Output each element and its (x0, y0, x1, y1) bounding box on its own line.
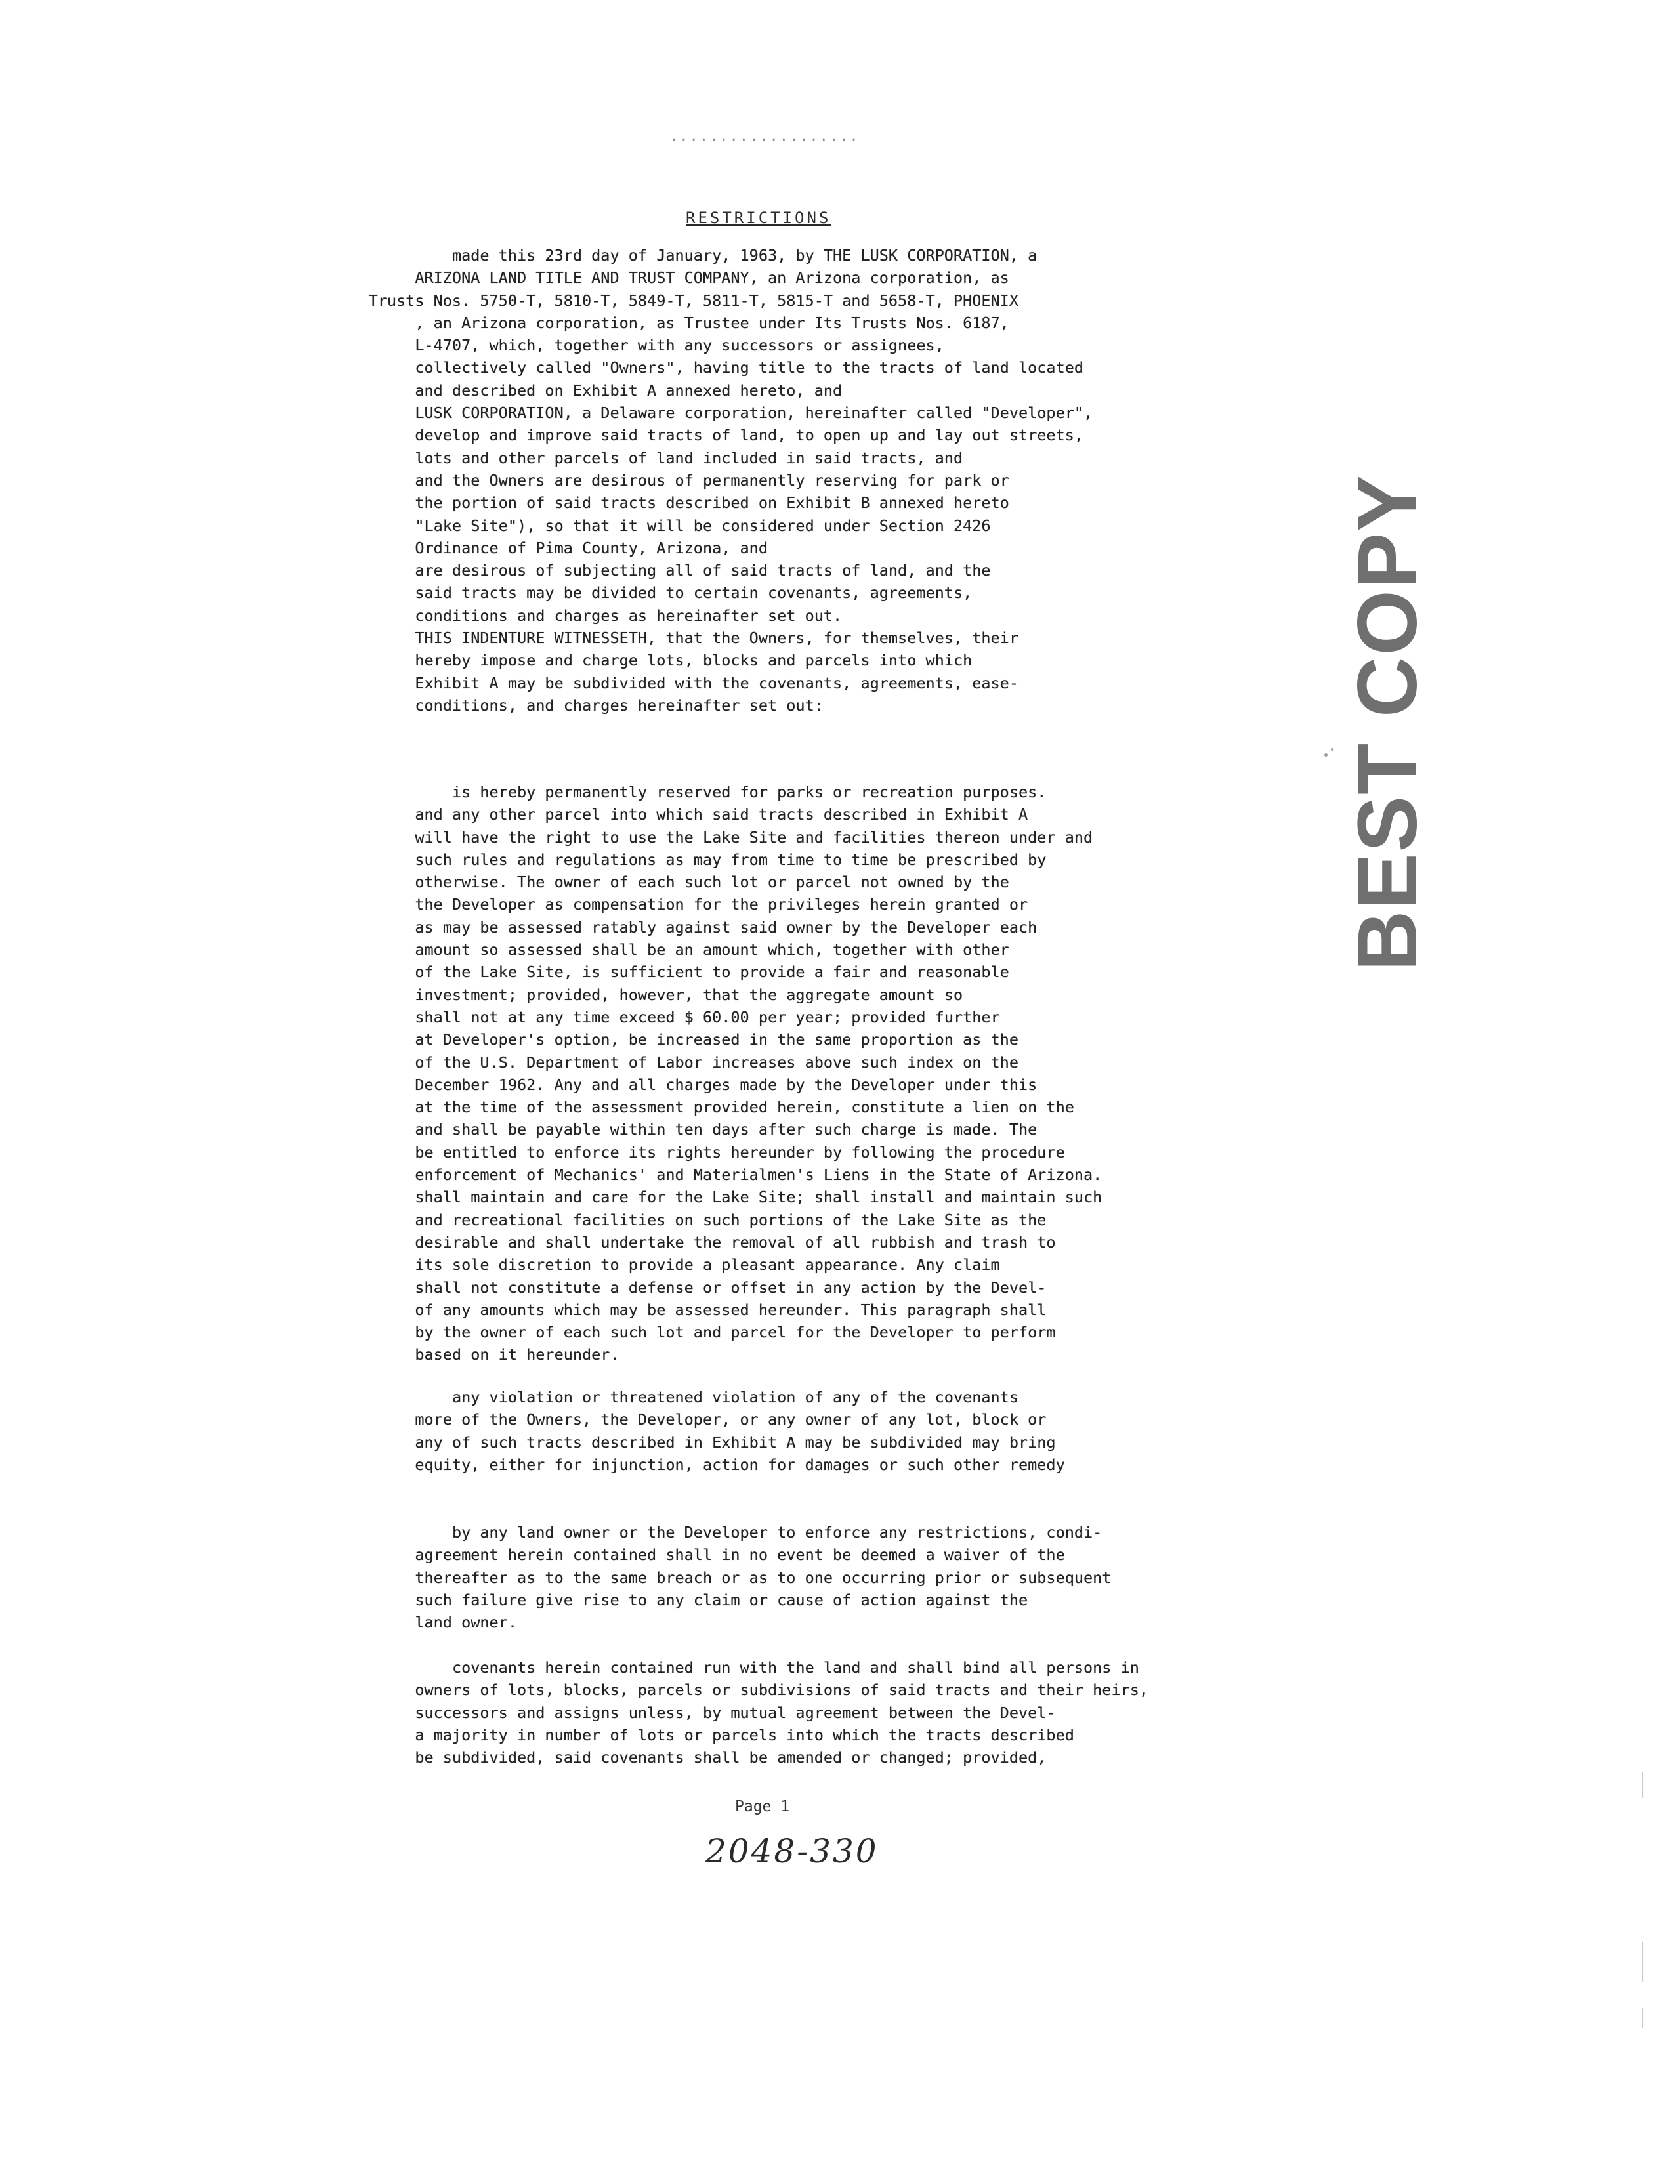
scan-speck (1324, 753, 1328, 757)
paragraph-lake-site: is hereby permanently reserved for parks or recreation purposes. and any other parcel into which said tracts described in Exhibit A will have the right to use the Lake Site and facilities thereon under and such rules and regulations as may from time to time be prescribed by otherwise. The owner of each such lot or parcel not owned by the the Developer as compensation for the privileges herein granted or as may be assessed ratably against said owner by the Developer each amount so assessed shall be an amount which, together with other of the Lake Site, is sufficient to provide a fair and reasonable investment; provided, however, that the aggregate amount so shall not at any time exceed $ 60.00 per year; provided further at Developer's option, be increased in the same proportion as the of the U.S. Department of Labor increases above such index on the December 1962. Any and all charges made by the Developer under this at the time of the assessment provided herein, constitute a lien on the and shall be payable within ten days after such charge is made. The be entitled to enforce its rights hereunder by following the procedure enforcement of Mechanics' and Materialmen's Liens in the State of Arizona. shall maintain and care for the Lake Site; shall install and maintain such and recreational facilities on such portions of the Lake Site as the desirable and shall undertake the removal of all rubbish and trash to its sole discretion to provide a pleasant appearance. Any claim shall not constitute a defense or offset in any action by the Devel- of any amounts which may be assessed hereunder. This paragraph shall by the owner of each such lot and parcel for the Developer to perform based on it hereunder. (415, 783, 1102, 1364)
faint-header-text: ................... (669, 129, 860, 145)
paragraph-covenants: covenants herein contained run with the land and shall bind all persons in owners of lots, blocks, parcels or subdivisions of said tracts and their heirs, successors and assigns unless, by mutual agreement between the Devel- a majority in number of lots or parcels into which the tracts described be subdivided, said covenants shall be amended or changed; provided, (415, 1658, 1149, 1767)
paragraph-waiver: by any land owner or the Developer to enforce any restrictions, condi- agreement herein contained shall in no event be deemed a waiver of the thereafter as to the same breach or as to one occurring prior or subsequent such failure give rise to any claim or cause of action against the land owner. (415, 1523, 1112, 1632)
scan-speck (1331, 748, 1334, 751)
scan-edge-mark (1642, 1942, 1643, 1982)
handwritten-note: 2048-330 (705, 1832, 879, 1870)
scan-edge-mark (1642, 2008, 1643, 2028)
paragraph-violation: any violation or threatened violation of any of the covenants more of the Owners, the Developer, or any owner of any lot, block or any of such tracts described in Exhibit A may be subdivided may bring equity, either for injunction, action for damages or such other remedy (415, 1388, 1065, 1474)
page-number: Page 1 (735, 1798, 790, 1815)
document-title: RESTRICTIONS (686, 209, 831, 227)
best-copy-stamp: BEST COPY (1341, 474, 1435, 971)
paragraph-preamble: made this 23rd day of January, 1963, by THE LUSK CORPORATION, a ARIZONA LAND TITLE AND TRUST COMPANY, an Arizona corporation, as Trusts Nos. 5750-T, 5810-T, 5849-T, 5811-T, 5815-T and 5658-T, PHOENIX , an Arizona corporation, as Trustee under Its Trusts Nos. 6187, L-4707, which, together with any successors or assignees, collectively called "Owners", having title to the tracts of land located and described on Exhibit A annexed hereto, and LUSK CORPORATION, a Delaware corporation, hereinafter called "Developer", develop and improve said tracts of land, to open up and lay out streets, lots and other parcels of land included in said tracts, and and the Owners are desirous of permanently reserving for park or the portion of said tracts described on Exhibit B annexed hereto "Lake Site"), so that it will be considered under Section 2426 Ordinance of Pima County, Arizona, and are desirous of subjecting all of said tracts of land, and the said tracts may be divided to certain covenants, agreements, conditions and charges as hereinafter set out. THIS INDENTURE WITNESSETH, that the Owners, for themselves, their hereby impose and charge lots, blocks and parcels into which Exhibit A may be subdivided with the covenants, agreements, ease- conditions, and charges hereinafter set out: (368, 246, 1093, 715)
scan-edge-mark (1642, 1772, 1643, 1798)
